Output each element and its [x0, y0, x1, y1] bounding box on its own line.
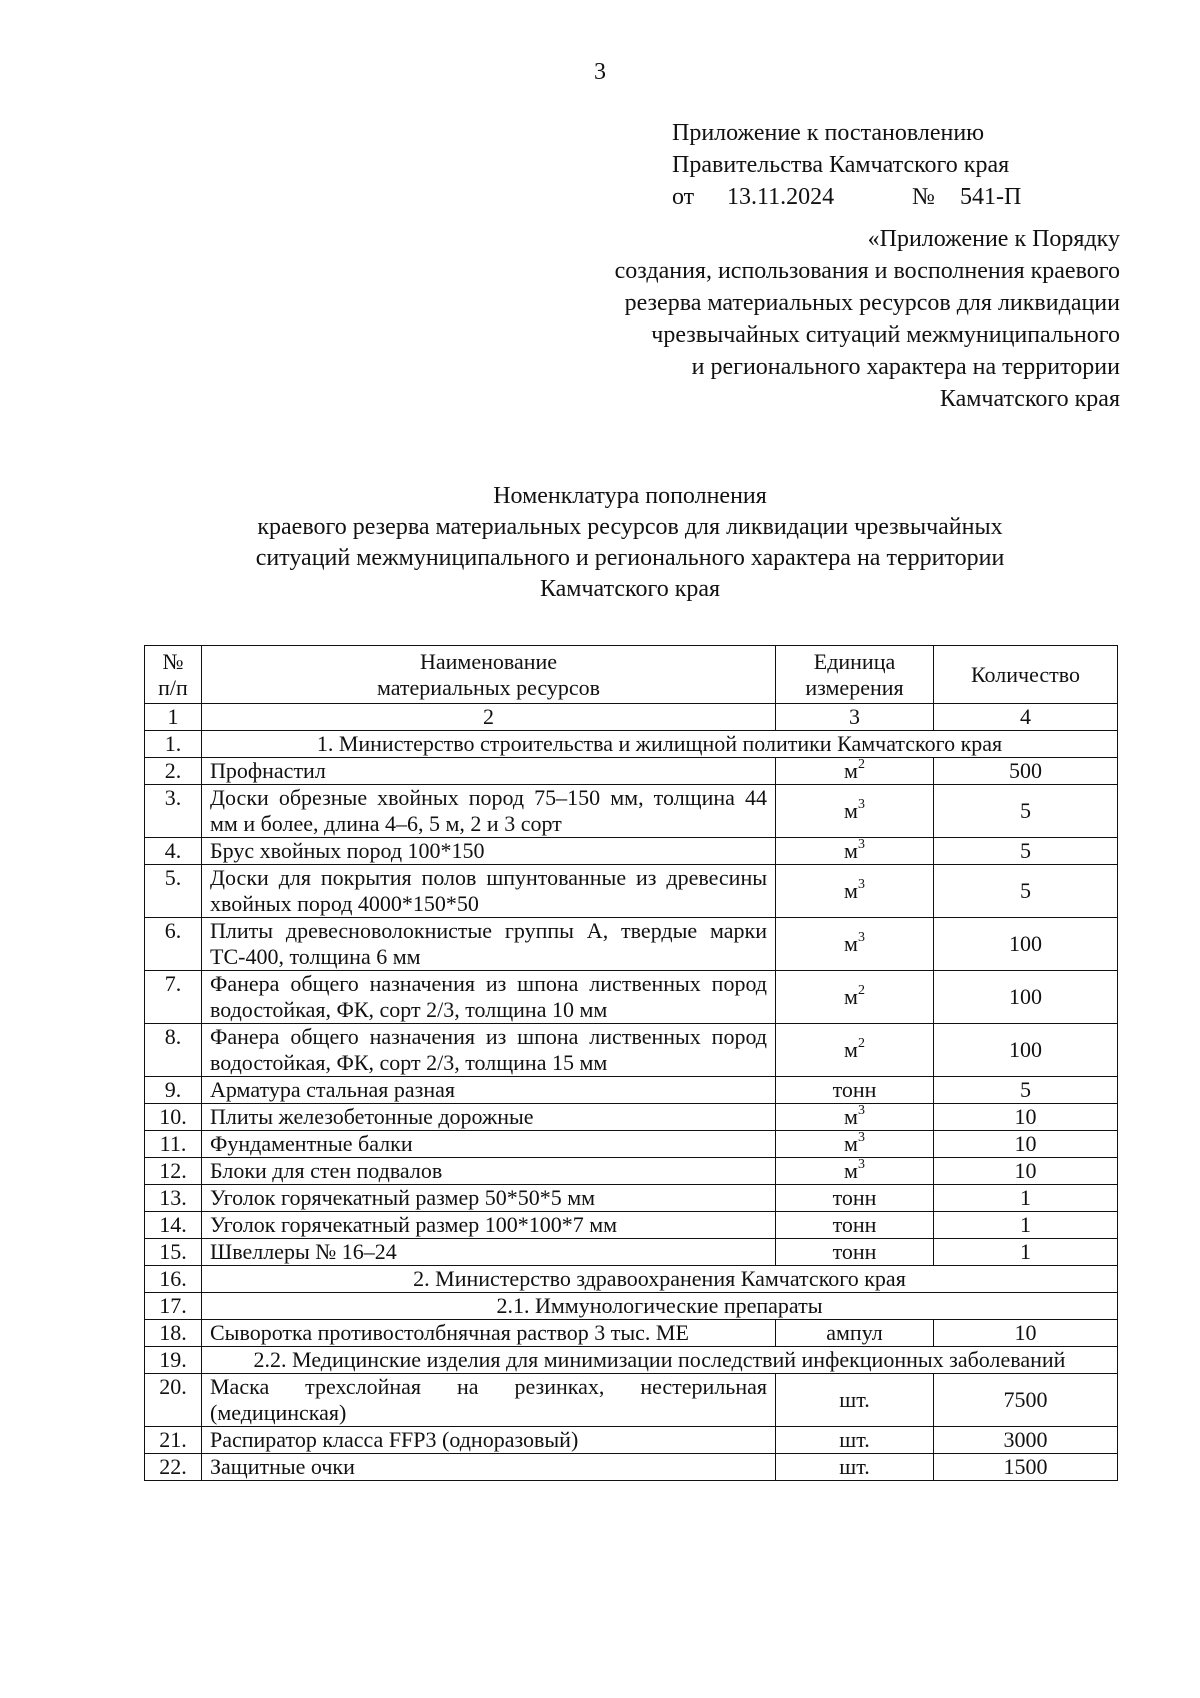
row-number: 11.	[145, 1131, 202, 1158]
quantity-cell: 10	[934, 1320, 1118, 1347]
table-row	[145, 1131, 1118, 1158]
unit-cell	[776, 1320, 934, 1347]
unit-text: тонн	[832, 1212, 877, 1237]
unit-exponent: 3	[857, 1102, 865, 1118]
quantity-cell: 5	[934, 838, 1118, 865]
table-row	[145, 758, 1118, 785]
title-line: ситуаций межмуниципального и регионального характера на территории	[255, 545, 1005, 571]
title-line: Камчатского края	[539, 576, 721, 602]
unit-text: м	[844, 758, 858, 783]
row-number: 14.	[145, 1212, 202, 1239]
row-number: 21.	[145, 1427, 202, 1454]
appendix-line: чрезвычайных ситуаций межмуниципального	[651, 322, 1120, 348]
approval-line: Правительства Камчатского края	[672, 152, 1010, 178]
row-number: 2.	[145, 758, 202, 785]
table-row	[145, 971, 1118, 1024]
table-row	[145, 865, 1118, 918]
section-title: 2. Министерство здравоохранения Камчатского края	[202, 1266, 1118, 1293]
section-row	[145, 1266, 1118, 1293]
unit-text: м	[844, 1131, 858, 1156]
unit-text: ампул	[826, 1320, 883, 1345]
resource-name: Доски для покрытия полов шпунтованные из древесины хвойных пород 4000*150*50	[202, 865, 776, 918]
unit-text: тонн	[832, 1077, 877, 1102]
resource-name: Уголок горячекатный размер 100*100*7 мм	[202, 1212, 776, 1239]
row-number: 22.	[145, 1454, 202, 1481]
section-title: 2.2. Медицинские изделия для минимизации последствий инфекционных заболеваний	[202, 1347, 1118, 1374]
resource-name: Профнастил	[202, 758, 776, 785]
appendix-line: и регионального характера на территории	[691, 354, 1120, 380]
table-row	[145, 1024, 1118, 1077]
unit-cell	[776, 1158, 934, 1185]
header-number-line: №	[162, 648, 184, 674]
unit-exponent: 2	[857, 982, 865, 998]
appendix-line: резерва материальных ресурсов для ликвидации	[624, 290, 1120, 316]
column-numbers-row	[145, 704, 1118, 731]
unit-cell	[776, 865, 934, 918]
table-row	[145, 1185, 1118, 1212]
resource-name: Арматура стальная разная	[202, 1077, 776, 1104]
unit-cell	[776, 1212, 934, 1239]
table-row	[145, 1454, 1118, 1481]
table-row	[145, 785, 1118, 838]
column-number: 2	[202, 704, 776, 731]
row-number: 5.	[145, 865, 202, 918]
resource-name: Фундаментные балки	[202, 1131, 776, 1158]
unit-cell	[776, 1024, 934, 1077]
header-number-line: п/п	[158, 674, 188, 700]
column-number: 1	[145, 704, 202, 731]
section-row	[145, 1293, 1118, 1320]
row-number: 19.	[145, 1347, 202, 1374]
unit-text: тонн	[832, 1185, 877, 1210]
table-row	[145, 918, 1118, 971]
row-number: 15.	[145, 1239, 202, 1266]
appendix-line: Камчатского края	[939, 386, 1120, 412]
resource-name: Брус хвойных пород 100*150	[202, 838, 776, 865]
appendix-line: создания, использования и восполнения краевого	[614, 258, 1120, 284]
table-row	[145, 838, 1118, 865]
resource-name: Фанера общего назначения из шпона лиственных пород водостойкая, ФК, сорт 2/3, толщина 15 мм	[202, 1024, 776, 1077]
row-number: 4.	[145, 838, 202, 865]
row-number: 13.	[145, 1185, 202, 1212]
approval-block	[672, 117, 1021, 213]
table-row	[145, 1320, 1118, 1347]
approval-date-line	[672, 181, 1021, 213]
unit-text: м	[844, 878, 858, 903]
section-row	[145, 1347, 1118, 1374]
row-number: 16.	[145, 1266, 202, 1293]
header-name	[202, 646, 776, 704]
unit-text: шт.	[839, 1427, 870, 1452]
resources-table	[144, 645, 1118, 1481]
quantity-cell: 3000	[934, 1427, 1118, 1454]
unit-cell	[776, 838, 934, 865]
header-name-line: материальных ресурсов	[376, 674, 601, 700]
table-row	[145, 1077, 1118, 1104]
unit-cell	[776, 1454, 934, 1481]
resource-name: Сыворотка противостолбнячная раствор 3 тыс. МЕ	[202, 1320, 776, 1347]
row-number: 10.	[145, 1104, 202, 1131]
unit-text: тонн	[832, 1239, 877, 1264]
unit-exponent: 3	[857, 1156, 865, 1172]
document-title	[0, 481, 1200, 605]
quantity-cell: 1	[934, 1212, 1118, 1239]
resolution-date: 13.11.2024	[727, 184, 835, 210]
unit-text: м	[844, 1104, 858, 1129]
row-number: 1.	[145, 731, 202, 758]
unit-text: шт.	[839, 1387, 870, 1412]
unit-cell	[776, 1239, 934, 1266]
resource-name: Блоки для стен подвалов	[202, 1158, 776, 1185]
table-row	[145, 1427, 1118, 1454]
unit-cell	[776, 1427, 934, 1454]
resource-name: Фанера общего назначения из шпона лиственных пород водостойкая, ФК, сорт 2/3, толщина 10 мм	[202, 971, 776, 1024]
row-number: 17.	[145, 1293, 202, 1320]
quantity-cell: 5	[934, 865, 1118, 918]
unit-text: м	[844, 1037, 858, 1062]
resource-name: Маска трехслойная на резинках, нестерильная (медицинская)	[202, 1374, 776, 1427]
unit-text: м	[844, 838, 858, 863]
quantity-cell: 10	[934, 1158, 1118, 1185]
row-number: 7.	[145, 971, 202, 1024]
unit-cell	[776, 1374, 934, 1427]
table-header-row	[145, 646, 1118, 704]
approval-line: Приложение к постановлению	[672, 120, 985, 146]
unit-text: м	[844, 984, 858, 1009]
quantity-cell: 5	[934, 1077, 1118, 1104]
unit-cell	[776, 785, 934, 838]
header-unit-line: Единица	[813, 648, 896, 674]
quantity-cell: 100	[934, 971, 1118, 1024]
title-line: краевого резерва материальных ресурсов для ликвидации чрезвычайных	[257, 514, 1003, 540]
table-row	[145, 1212, 1118, 1239]
unit-exponent: 2	[857, 756, 865, 772]
quantity-cell: 10	[934, 1131, 1118, 1158]
row-number: 3.	[145, 785, 202, 838]
table-row	[145, 1104, 1118, 1131]
section-title: 1. Министерство строительства и жилищной политики Камчатского края	[202, 731, 1118, 758]
unit-exponent: 3	[857, 836, 865, 852]
quantity-cell: 1	[934, 1185, 1118, 1212]
resource-name: Распиратор класса FFP3 (одноразовый)	[202, 1427, 776, 1454]
row-number: 12.	[145, 1158, 202, 1185]
table-row	[145, 1239, 1118, 1266]
unit-exponent: 3	[857, 876, 865, 892]
header-unit-line: измерения	[805, 674, 904, 700]
row-number: 9.	[145, 1077, 202, 1104]
unit-text: м	[844, 798, 858, 823]
unit-cell	[776, 971, 934, 1024]
section-title: 2.1. Иммунологические препараты	[202, 1293, 1118, 1320]
unit-cell	[776, 1131, 934, 1158]
appendix-line: «Приложение к Порядку	[867, 226, 1120, 252]
quantity-cell: 100	[934, 1024, 1118, 1077]
unit-text: м	[844, 931, 858, 956]
unit-exponent: 3	[857, 929, 865, 945]
resource-name: Доски обрезные хвойных пород 75–150 мм, толщина 44 мм и более, длина 4–6, 5 м, 2 и 3 сорт	[202, 785, 776, 838]
quantity-cell: 100	[934, 918, 1118, 971]
table-row	[145, 1374, 1118, 1427]
unit-cell	[776, 1185, 934, 1212]
unit-exponent: 2	[857, 1035, 865, 1051]
resource-name: Защитные очки	[202, 1454, 776, 1481]
unit-exponent: 3	[857, 1129, 865, 1145]
row-number: 18.	[145, 1320, 202, 1347]
unit-exponent: 3	[857, 796, 865, 812]
unit-cell	[776, 918, 934, 971]
number-sign: №	[912, 184, 935, 210]
unit-text: м	[844, 1158, 858, 1183]
quantity-cell: 7500	[934, 1374, 1118, 1427]
appendix-block	[480, 223, 1120, 415]
column-number: 3	[776, 704, 934, 731]
header-name-line: Наименование	[419, 648, 558, 674]
unit-cell	[776, 758, 934, 785]
row-number: 20.	[145, 1374, 202, 1427]
header-unit	[776, 646, 934, 704]
row-number: 6.	[145, 918, 202, 971]
column-number: 4	[934, 704, 1118, 731]
from-label: от	[672, 184, 695, 210]
section-row	[145, 731, 1118, 758]
resource-name: Швеллеры № 16–24	[202, 1239, 776, 1266]
quantity-cell: 500	[934, 758, 1118, 785]
resource-name: Уголок горячекатный размер 50*50*5 мм	[202, 1185, 776, 1212]
resolution-number: 541-П	[960, 184, 1022, 210]
quantity-cell: 1	[934, 1239, 1118, 1266]
unit-text: шт.	[839, 1454, 870, 1479]
unit-cell	[776, 1104, 934, 1131]
page-number: 3	[594, 59, 606, 85]
quantity-cell: 1500	[934, 1454, 1118, 1481]
resource-name: Плиты железобетонные дорожные	[202, 1104, 776, 1131]
quantity-cell: 5	[934, 785, 1118, 838]
header-number	[145, 646, 202, 704]
table-row	[145, 1158, 1118, 1185]
unit-cell	[776, 1077, 934, 1104]
row-number: 8.	[145, 1024, 202, 1077]
header-quantity: Количество	[934, 646, 1118, 704]
title-line: Номенклатура пополнения	[493, 483, 767, 509]
quantity-cell: 10	[934, 1104, 1118, 1131]
resource-name: Плиты древесноволокнистые группы А, твердые марки ТС-400, толщина 6 мм	[202, 918, 776, 971]
